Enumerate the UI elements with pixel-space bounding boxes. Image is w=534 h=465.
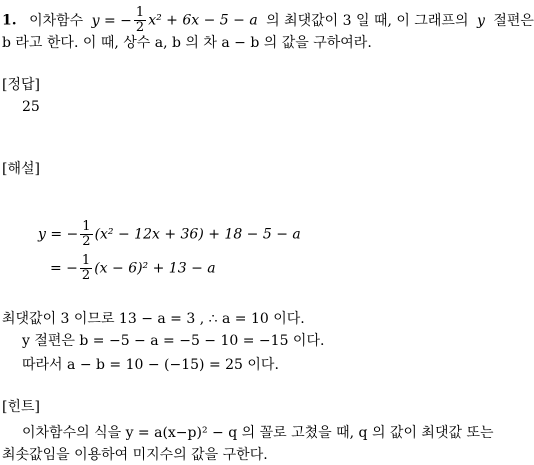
answer-value: 25 bbox=[22, 99, 40, 115]
fraction-half: $\frac{1}{2}$ bbox=[135, 5, 145, 35]
problem-text-post: 의 최댓값이 3 일 때, 이 그래프의 bbox=[266, 12, 469, 29]
solution-line-3: 따라서 a − b = 10 − (−15) = 25 이다. bbox=[22, 357, 279, 373]
solution-header: [해설] bbox=[2, 161, 40, 177]
function-lhs: y = − bbox=[91, 12, 132, 29]
solution-line-1: 최댓값이 3 이므로 13 − a = 3 , ∴ a = 10 이다. bbox=[2, 311, 305, 327]
hint-line-2: 최솟값임을 이용하여 미지수의 값을 구한다. bbox=[2, 447, 268, 463]
function-rhs: x² + 6x − 5 − a bbox=[148, 12, 258, 29]
y-variable: y bbox=[476, 12, 485, 29]
hint-line-1: 이차함수의 식을 y = a(x−p)² − q 의 꼴로 고쳤을 때, q 의 값이 최댓값 또는 bbox=[22, 425, 494, 441]
solution-equation-2: = − $\frac{1}{2}$ (x − 6)² + 13 − a bbox=[50, 253, 216, 283]
problem-text-pre: 이차함수 bbox=[29, 12, 84, 29]
solution-line-2: y 절편은 b = −5 − a = −5 − 10 = −15 이다. bbox=[22, 333, 325, 349]
problem-line-2: b 라고 한다. 이 때, 상수 a, b 의 차 a − b 의 값을 구하여라. bbox=[2, 35, 372, 51]
hint-header: [힌트] bbox=[2, 399, 40, 415]
problem-number: 1. bbox=[2, 12, 17, 29]
problem-line-1 bbox=[2, 6, 534, 35]
problem-text-end: 절편은 bbox=[493, 12, 534, 29]
solution-equation-1: y = − $\frac{1}{2}$ (x² − 12x + 36) + 18 − 5 − a bbox=[38, 219, 301, 249]
answer-header: [정답] bbox=[2, 77, 40, 93]
